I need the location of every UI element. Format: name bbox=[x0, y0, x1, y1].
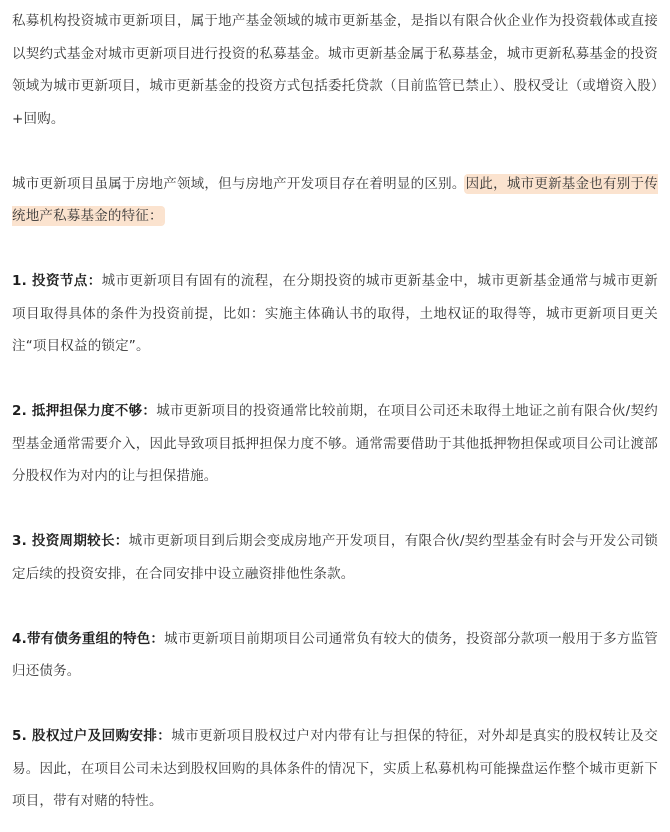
feature-investment-node bbox=[12, 265, 658, 363]
paragraph-spacer bbox=[12, 493, 658, 526]
paragraph-spacer bbox=[12, 135, 658, 168]
intro-paragraph bbox=[12, 5, 658, 135]
paragraph-spacer bbox=[12, 688, 658, 721]
feature-debt-restructuring bbox=[12, 623, 658, 688]
feature-title: 5. 股权过户及回购安排： bbox=[12, 728, 172, 744]
feature-body: 城市更新项目股权过户对内带有让与担保的特征，对外却是真实的股权转让及交易。因此，在项目公司未达到股权回购的具体条件的情况下，实质上私募机构可能操盘运作整个城市更新下项目，带有对赌的特性。 bbox=[12, 728, 658, 809]
feature-title: 4.带有债务重组的特色： bbox=[12, 630, 165, 647]
highlighted-text: 因此，城市更新基金也有别于传统地产私募基金的特征： bbox=[12, 175, 658, 224]
distinction-paragraph bbox=[12, 168, 658, 233]
feature-title: 2. 抵押担保力度不够： bbox=[12, 403, 157, 419]
feature-body: 城市更新项目前期项目公司通常负有较大的债务，投资部分款项一般用于多方监管归还债务。 bbox=[12, 630, 659, 679]
feature-collateral bbox=[12, 395, 658, 493]
feature-equity-transfer bbox=[12, 720, 658, 818]
paragraph-spacer bbox=[12, 590, 658, 623]
paragraph-spacer bbox=[12, 363, 658, 396]
feature-body: 城市更新项目到后期会变成房地产开发项目，有限合伙/契约型基金有时会与开发公司锁定后续的投资安排，在合同安排中设立融资排他性条款。 bbox=[12, 533, 658, 582]
feature-body: 城市更新项目有固有的流程，在分期投资的城市更新基金中，城市更新基金通常与城市更新项目取得具体的条件为投资前提，比如：实施主体确认书的取得，土地权证的取得等，城市更新项目更关注“项目权益的锁定”。 bbox=[12, 273, 659, 354]
paragraph-spacer bbox=[12, 233, 658, 266]
feature-investment-period bbox=[12, 525, 658, 590]
intro-paragraph-text: 私募机构投资城市更新项目，属于地产基金领域的城市更新基金，是指以有限合伙企业作为投资载体或直接以契约式基金对城市更新项目进行投资的私募基金。城市更新基金属于私募基金，城市更新私募基金的投资领域为城市更新项目，城市更新基金的投资方式包括委托贷款（目前监管已禁止）、股权受让（或增资入股）+回购。 bbox=[12, 13, 658, 127]
article-body bbox=[12, 5, 658, 818]
feature-title: 3. 投资周期较长： bbox=[12, 533, 129, 549]
feature-title: 1. 投资节点： bbox=[12, 273, 102, 289]
distinction-text: 城市更新项目虽属于房地产领域，但与房地产开发项目存在着明显的区别。 bbox=[12, 175, 466, 192]
feature-body: 城市更新项目的投资通常比较前期，在项目公司还未取得土地证之前有限合伙/契约型基金通常需要介入，因此导致项目抵押担保力度不够。通常需要借助于其他抵押物担保或项目公司让渡部分股权作为对内的让与担保措施。 bbox=[12, 403, 659, 484]
